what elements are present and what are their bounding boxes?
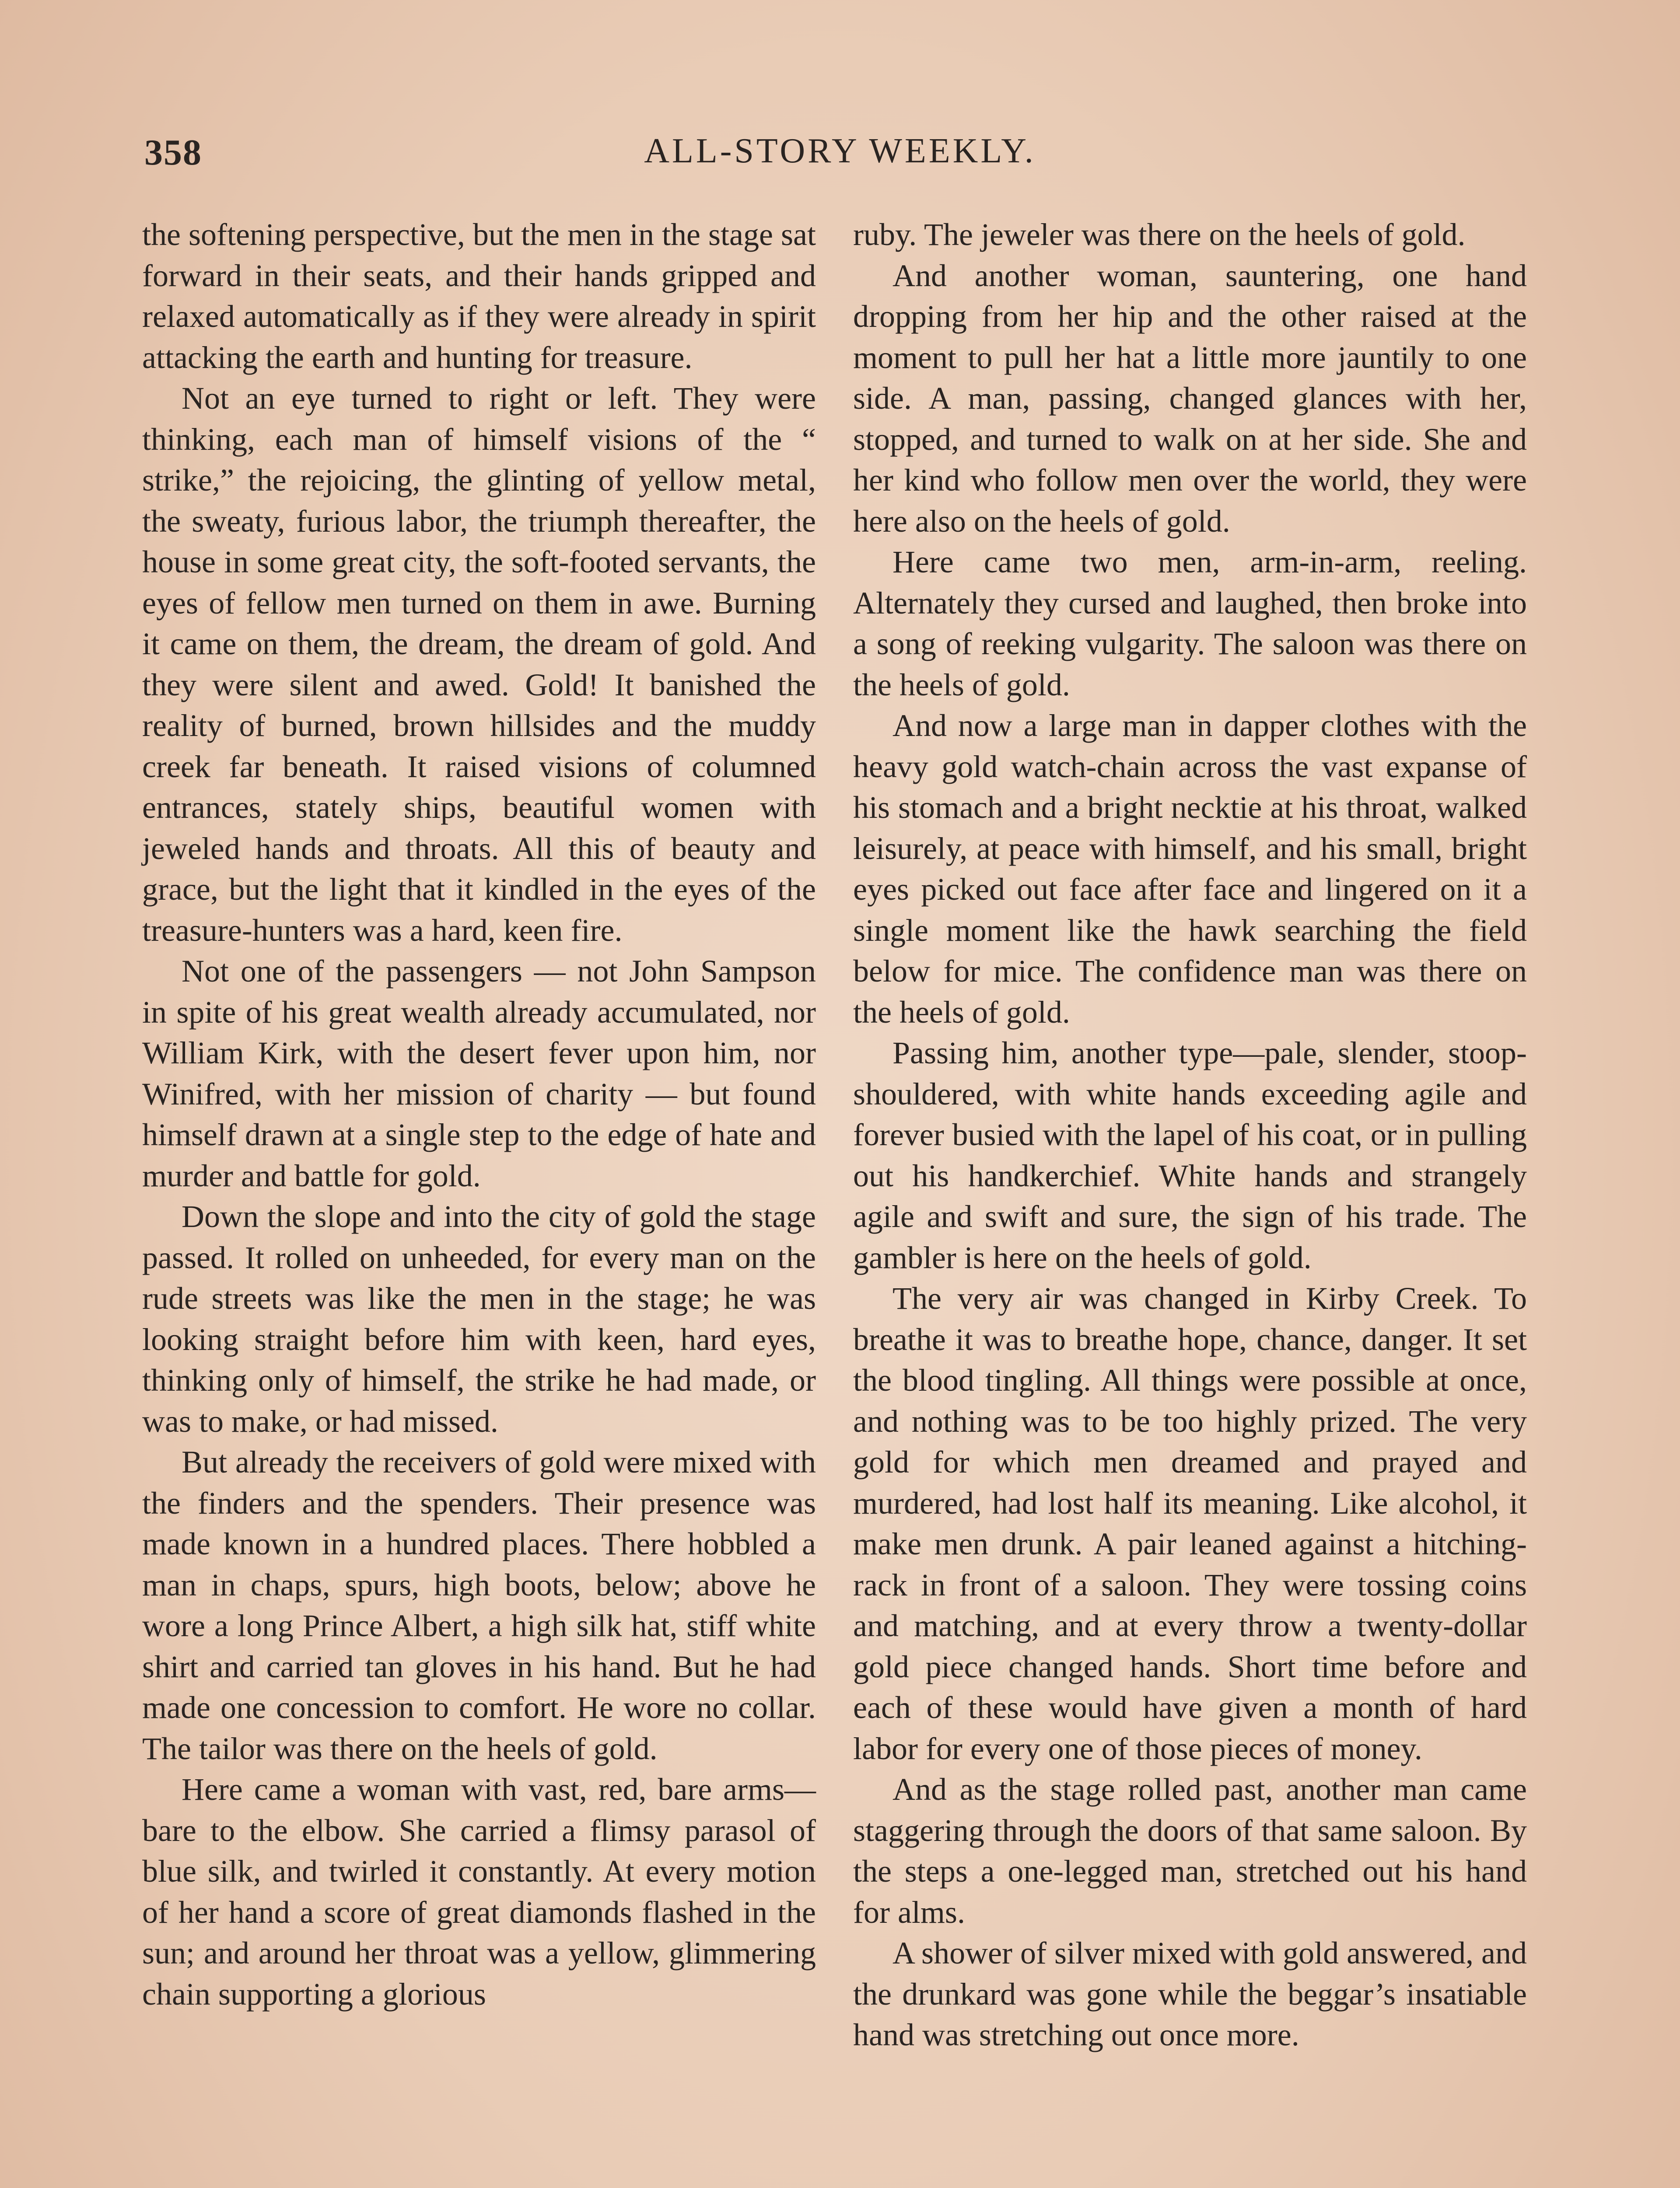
paragraph: Here came a woman with vast, red, bare arms—bare to the elbow. She carried a flimsy parasol of blue silk, and twirled it constantly. At every motion of her hand a score of great diamonds flashed in the sun; and around her throat was a yellow, glimmering chain supporting a glorious bbox=[142, 1772, 816, 2012]
paragraph: But already the receivers of gold were mixed with the finders and the spenders. Their presence was made known in a hundred places. There hobbled a man in chaps, spurs, high boots, below; above he wore a long Prince Albert, a high silk hat, stiff white shirt and carried tan gloves in his hand. But he had made one concession to comfort. He wore no collar. The tailor was there on the heels of gold. bbox=[142, 1445, 816, 1766]
paragraph: Not one of the passengers — not John Sampson in spite of his great wealth already accumulated, nor William Kirk, with the desert fever upon him, nor Winifred, with her mission of charity — but found himself drawn at a single step to the edge of hate and murder and battle for gold. bbox=[142, 954, 816, 1193]
paragraph: Down the slope and into the city of gold the stage passed. It rolled on unheeded, for every man on the rude streets was like the men in the stage; he was looking straight before him with keen, hard eyes, thinking only of himself, the strike he had made, or was to make, or had missed. bbox=[142, 1199, 816, 1439]
paragraph: Passing him, another type—pale, slender, stoop-shouldered, with white hands exceeding agile and forever busied with the lapel of his coat, or in pulling out his handkerchief. White hands and strangely agile and swift and sure, the sign of his trade. The gambler is here on the heels of gold. bbox=[853, 1035, 1527, 1275]
paragraph: the softening perspective, but the men in the stage sat forward in their seats, and their hands gripped and relaxed automatically as if they were already in spirit attacking the earth and hunting for treasure. bbox=[142, 217, 816, 375]
paragraph: Here came two men, arm-in-arm, reeling. Alternately they cursed and laughed, then broke into a song of reeking vulgarity. The saloon was there on the heels of gold. bbox=[853, 544, 1527, 702]
paragraph: The very air was changed in Kirby Creek. To breathe it was to breathe hope, chance, danger. It set the blood tingling. All things were possible at once, and nothing was to be too highly prized. The very gold for which men dreamed and prayed and murdered, had lost half its meaning. Like alcohol, it make men drunk. A pair leaned against a hitching-rack in front of a saloon. They were tossing coins and matching, and at every throw a twenty-dollar gold piece changed hands. Short time before and each of these would have given a month of hard labor for every one of those pieces of money. bbox=[853, 1281, 1527, 1766]
paragraph: Not an eye turned to right or left. They were thinking, each man of himself visions of the “ strike,” the rejoicing, the glinting of yellow metal, the sweaty, furious labor, the triumph thereafter, the house in some great city, the soft-footed servants, the eyes of fellow men turned on them in awe. Burning it came on them, the dream, the dream of gold. And they were silent and awed. Gold! It banished the reality of burned, brown hillsides and the muddy creek far beneath. It raised visions of columned entrances, stately ships, beautiful women with jeweled hands and throats. All this of beauty and grace, but the light that it kindled in the eyes of the treasure-hunters was a hard, keen fire. bbox=[142, 381, 816, 948]
left-column bbox=[142, 214, 816, 2015]
page-header bbox=[144, 131, 1536, 179]
right-column bbox=[853, 214, 1527, 2056]
running-head: ALL-STORY WEEKLY. bbox=[644, 132, 1036, 170]
paragraph: And as the stage rolled past, another man came staggering through the doors of that same saloon. By the steps a one-legged man, stretched out his hand for alms. bbox=[853, 1772, 1527, 1930]
paragraph: ruby. The jeweler was there on the heels of gold. bbox=[853, 217, 1466, 252]
paragraph: And now a large man in dapper clothes with the heavy gold watch-chain across the vast expanse of his stomach and a bright necktie at his throat, walked leisurely, at peace with himself, and his small, bright eyes picked out face after face and lingered on it a single moment like the hawk searching the field below for mice. The confidence man was there on the heels of gold. bbox=[853, 708, 1527, 1030]
paragraph: A shower of silver mixed with gold answered, and the drunkard was gone while the beggar’s insatiable hand was stretching out once more. bbox=[853, 1936, 1527, 2052]
page-number: 358 bbox=[144, 132, 202, 173]
paragraph: And another woman, sauntering, one hand dropping from her hip and the other raised at the moment to pull her hat a little more jauntily to one side. A man, passing, changed glances with her, stopped, and turned to walk on at her side. She and her kind who follow men over the world, they were here also on the heels of gold. bbox=[853, 258, 1527, 539]
